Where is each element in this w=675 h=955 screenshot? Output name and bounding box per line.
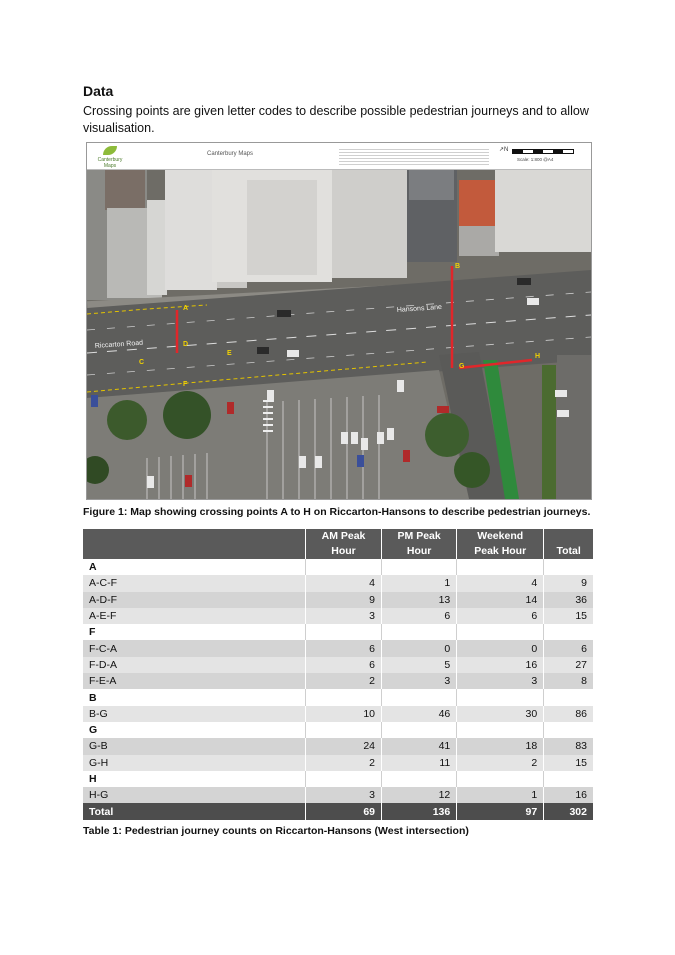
- header-total: Total: [544, 529, 593, 559]
- pm-cell: 11: [382, 755, 457, 771]
- leaf-icon: [103, 146, 117, 155]
- group-empty-cell: [457, 624, 544, 640]
- total-cell: 9: [544, 575, 593, 591]
- group-label: G: [83, 722, 306, 738]
- am-cell: 6: [306, 657, 382, 673]
- weekend-cell: 30: [457, 706, 544, 722]
- north-label: N: [504, 147, 509, 153]
- weekend-cell: 14: [457, 592, 544, 608]
- pm-cell: 41: [382, 738, 457, 754]
- aerial-map: [86, 142, 592, 500]
- group-empty-cell: [382, 689, 457, 705]
- pm-cell: 6: [382, 608, 457, 624]
- group-row: [83, 624, 593, 640]
- pm-cell: 0: [382, 640, 457, 656]
- header-am: AM Peak Hour: [306, 529, 382, 559]
- point-label-f: F: [183, 381, 188, 388]
- total-cell: 15: [544, 755, 593, 771]
- point-label-h: H: [535, 353, 541, 360]
- table-header-row: [83, 529, 593, 559]
- group-empty-cell: [544, 722, 593, 738]
- table-row: [83, 706, 593, 722]
- total-am: 69: [306, 803, 382, 819]
- pm-cell: 1: [382, 575, 457, 591]
- total-cell: 86: [544, 706, 593, 722]
- table-row: [83, 738, 593, 754]
- pm-cell: 3: [382, 673, 457, 689]
- am-cell: 2: [306, 673, 382, 689]
- group-empty-cell: [544, 624, 593, 640]
- group-row: [83, 771, 593, 787]
- route-cell: B-G: [83, 706, 306, 722]
- header-weekend: Weekend Peak Hour: [457, 529, 544, 559]
- weekend-cell: 1: [457, 787, 544, 803]
- total-cell: 6: [544, 640, 593, 656]
- total-cell: 8: [544, 673, 593, 689]
- journey-table: [83, 529, 593, 820]
- north-arrow-icon: ↗N: [499, 147, 509, 153]
- pm-cell: 13: [382, 592, 457, 608]
- scale-label: Scale: 1:800 @A4: [517, 157, 554, 162]
- route-cell: A-C-F: [83, 575, 306, 591]
- header-pm: PM Peak Hour: [382, 529, 457, 559]
- point-label-g: G: [459, 363, 465, 370]
- group-label: F: [83, 624, 306, 640]
- group-empty-cell: [306, 771, 382, 787]
- total-label: Total: [83, 803, 306, 819]
- point-label-a: A: [183, 305, 189, 312]
- group-empty-cell: [457, 689, 544, 705]
- am-cell: 6: [306, 640, 382, 656]
- am-cell: 9: [306, 592, 382, 608]
- table-row: [83, 787, 593, 803]
- group-label: A: [83, 559, 306, 575]
- group-label: H: [83, 771, 306, 787]
- figure-caption: Figure 1: Map showing crossing points A to H on Riccarton-Hansons to describe pedestrian journeys.: [83, 506, 591, 518]
- route-cell: F-E-A: [83, 673, 306, 689]
- map-header-title: Canterbury Maps: [207, 151, 254, 157]
- total-cell: 27: [544, 657, 593, 673]
- map-disclaimer-text: [339, 147, 489, 165]
- am-cell: 4: [306, 575, 382, 591]
- header-blank: [83, 529, 306, 559]
- group-empty-cell: [306, 722, 382, 738]
- am-cell: 2: [306, 755, 382, 771]
- total-row: [83, 803, 593, 819]
- group-empty-cell: [457, 722, 544, 738]
- section-heading: Data: [83, 83, 114, 99]
- weekend-cell: 0: [457, 640, 544, 656]
- route-cell: A-D-F: [83, 592, 306, 608]
- am-cell: 3: [306, 608, 382, 624]
- map-header: [87, 143, 591, 170]
- weekend-cell: 2: [457, 755, 544, 771]
- table-row: [83, 640, 593, 656]
- group-label: B: [83, 689, 306, 705]
- table-row: [83, 608, 593, 624]
- group-empty-cell: [382, 559, 457, 575]
- intro-paragraph: Crossing points are given letter codes to describe possible pedestrian journeys and to allow visualisation.: [83, 104, 589, 135]
- pm-cell: 12: [382, 787, 457, 803]
- group-empty-cell: [457, 559, 544, 575]
- total-cell: 83: [544, 738, 593, 754]
- logo-text: Canterbury Maps: [97, 157, 123, 169]
- group-empty-cell: [544, 559, 593, 575]
- group-empty-cell: [382, 771, 457, 787]
- canterbury-maps-logo: [93, 146, 127, 169]
- route-cell: G-H: [83, 755, 306, 771]
- table-row: [83, 673, 593, 689]
- group-empty-cell: [306, 624, 382, 640]
- map-image: [87, 170, 591, 499]
- total-cell: 15: [544, 608, 593, 624]
- table-caption: Table 1: Pedestrian journey counts on Riccarton-Hansons (West intersection): [83, 825, 469, 837]
- total-pm: 136: [382, 803, 457, 819]
- table-row: [83, 575, 593, 591]
- group-empty-cell: [306, 559, 382, 575]
- weekend-cell: 3: [457, 673, 544, 689]
- group-empty-cell: [544, 771, 593, 787]
- route-cell: F-C-A: [83, 640, 306, 656]
- total-weekend: 97: [457, 803, 544, 819]
- table-row: [83, 657, 593, 673]
- point-label-e: E: [227, 350, 232, 357]
- route-cell: A-E-F: [83, 608, 306, 624]
- point-label-c: C: [139, 359, 145, 366]
- group-empty-cell: [306, 689, 382, 705]
- route-cell: G-B: [83, 738, 306, 754]
- weekend-cell: 6: [457, 608, 544, 624]
- weekend-cell: 16: [457, 657, 544, 673]
- total-total: 302: [544, 803, 593, 819]
- road-label-riccarton: Riccarton Road: [94, 339, 144, 350]
- point-label-d: D: [183, 341, 189, 348]
- road-label-hansons: Hansons Lane: [396, 303, 443, 314]
- am-cell: 24: [306, 738, 382, 754]
- total-cell: 16: [544, 787, 593, 803]
- weekend-cell: 18: [457, 738, 544, 754]
- route-cell: H-G: [83, 787, 306, 803]
- scale-bar: [512, 149, 574, 154]
- pm-cell: 46: [382, 706, 457, 722]
- group-row: [83, 722, 593, 738]
- weekend-cell: 4: [457, 575, 544, 591]
- group-empty-cell: [382, 624, 457, 640]
- group-empty-cell: [382, 722, 457, 738]
- pm-cell: 5: [382, 657, 457, 673]
- route-cell: F-D-A: [83, 657, 306, 673]
- am-cell: 3: [306, 787, 382, 803]
- group-empty-cell: [544, 689, 593, 705]
- table-row: [83, 755, 593, 771]
- group-row: [83, 689, 593, 705]
- table-row: [83, 592, 593, 608]
- am-cell: 10: [306, 706, 382, 722]
- point-label-b: B: [455, 263, 461, 270]
- group-row: [83, 559, 593, 575]
- total-cell: 36: [544, 592, 593, 608]
- group-empty-cell: [457, 771, 544, 787]
